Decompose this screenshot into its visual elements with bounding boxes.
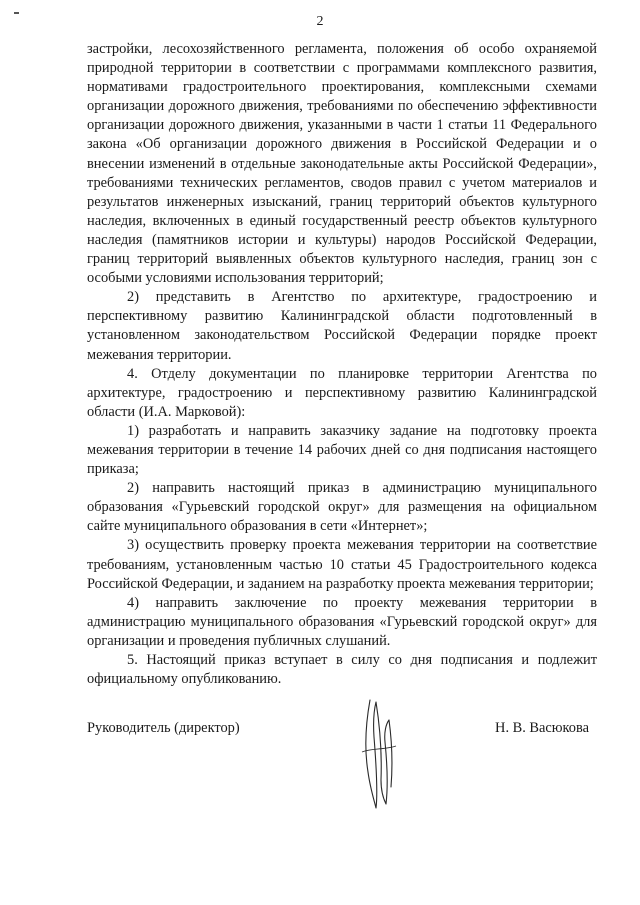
signer-title: Руководитель (директор) — [87, 720, 240, 736]
document-body — [87, 40, 597, 689]
paragraph-section-4: 4. Отделу документации по планировке территории Агентства по архитектуре, градостроению и перспективному развитию Калининградской области (И.А. Марковой): — [87, 365, 597, 420]
signer-name: Н. В. Васюкова — [495, 720, 589, 736]
paragraph-continuation: застройки, лесохозяйственного регламента, положения об особо охраняемой природной территории в соответствии с программами комплексного развития, нормативами градостроительного проектирования, комплексными схемами организации дорожного движения, требованиями по обеспечению эффективности организации дорожного движения, указанными в части 1 статьи 11 Федерального закона «Об организации дорожного движения в Российской Федерации и о внесении изменений в отдельные законодательные акты Российской Федерации», требованиями технических регламентов, сводов правил с учетом материалов и результатов инженерных изысканий, границ территорий объектов культурного наследия, включенных в единый государственный реестр объектов культурного наследия (памятников истории и культуры) народов Российской Федерации, границ территорий выявленных объектов культурного наследия, границ зон с особыми условиями использования территорий; — [87, 41, 597, 287]
paragraph-item-2: 2) представить в Агентство по архитектуре, градостроению и перспективному развитию Калининградской области подготовленный в установленном законодательством Российской Федерации порядке проект межевания территории. — [87, 289, 597, 363]
paragraph-section-4-item-4: 4) направить заключение по проекту межевания территории в администрацию муниципального образования «Гурьевский городской округ» для организации и проведения публичных слушаний. — [87, 594, 597, 649]
paragraph-section-5: 5. Настоящий приказ вступает в силу со дня подписания и подлежит официальному опубликованию. — [87, 652, 597, 688]
page-number: 2 — [316, 14, 324, 29]
handwritten-signature — [352, 692, 402, 812]
paragraph-section-4-item-2: 2) направить настоящий приказ в администрацию муниципального образования «Гурьевский городской округ» для размещения на официальном сайте муниципального образования в сети «Интернет»; — [87, 480, 597, 535]
paragraph-section-4-item-1: 1) разработать и направить заказчику задание на подготовку проекта межевания территории в течение 14 рабочих дней со дня подписания настоящего приказа; — [87, 422, 597, 478]
paragraph-section-4-item-3: 3) осуществить проверку проекта межевания территории на соответствие требованиям, установленным частью 10 статьи 45 Градостроительного кодекса Российской Федерации, и заданием на разработку проекта межевания территории; — [87, 537, 597, 592]
